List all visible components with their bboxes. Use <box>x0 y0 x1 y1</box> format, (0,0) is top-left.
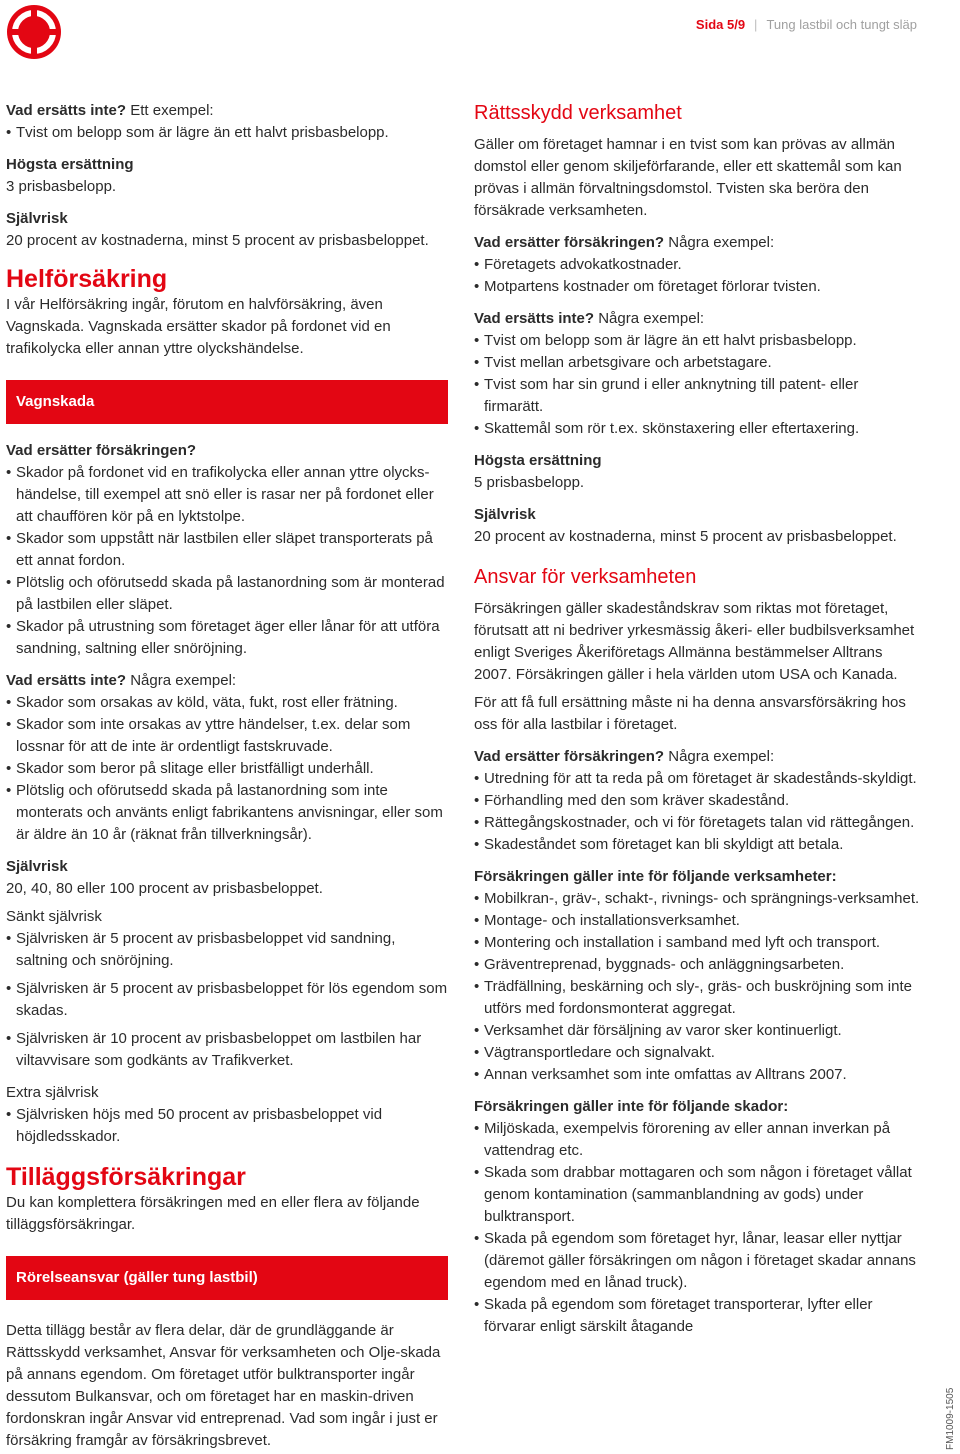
extra-deductible-list <box>6 1104 448 1148</box>
list-item: • Skada på egendom som företaget transporterar, lyfter eller förvarar enligt särskilt åtagande <box>474 1294 920 1338</box>
list-item: • Mobilkran-, gräv-, schakt-, rivnings- och sprängnings-verksamhet. <box>474 888 920 910</box>
list-item: • Rättegångskostnader, och vi för företagets talan vid rättegången. <box>474 812 920 834</box>
list-item: • Skada som drabbar mottagaren och som någon i företaget vållat genom kontamination (sammanblandning av gods) under bulktransport. <box>474 1162 920 1228</box>
document-code <box>944 1380 958 1450</box>
ansvar-text-2: För att få full ersättning måste ni ha denna ansvarsförsäkring hos oss för alla lastbilar i företaget. <box>474 694 906 733</box>
left-column <box>6 100 448 1452</box>
rattsskydd-not-covered-list <box>474 330 920 440</box>
list-item: • Skadeståndet som företaget kan bli skyldigt att betala. <box>474 834 920 856</box>
list-item: • Självrisken är 5 procent av prisbasbeloppet vid sandning, saltning och snöröjning. <box>6 928 448 972</box>
list-item: • Plötslig och oförutsedd skada på lastanordning som är monterad på lastbilen eller släpet. <box>6 572 448 616</box>
list-item: • Skador som inte orsakas av yttre händelser, t.ex. delar som lossnar för att de inte är ordentligt fastskruvade. <box>6 714 448 758</box>
rattsskydd-deductible-label: Självrisk <box>474 506 536 523</box>
list-item: • Annan verksamhet som inte omfattas av Alltrans 2007. <box>474 1064 920 1086</box>
ansvar-covered-list <box>474 768 920 856</box>
rattsskydd-max-label: Högsta ersättning <box>474 452 602 469</box>
list-item: • Skador som orsakas av köld, väta, fukt, rost eller frätning. <box>6 692 448 714</box>
deductible-label: Självrisk <box>6 210 68 227</box>
rorelseansvar-bar: Rörelseansvar (gäller tung lastbil) <box>6 1256 448 1300</box>
list-item: • Självrisken är 5 procent av prisbasbeloppet för lös egendom som skadas. <box>6 978 448 1022</box>
list-item: • Självrisken höjs med 50 procent av prisbasbeloppet vid höjdledsskador. <box>6 1104 448 1148</box>
vagnskada-deductible-label: Självrisk <box>6 858 68 875</box>
excluded-damages-list <box>474 1118 920 1338</box>
rattsskydd-title: Rättsskydd verksamhet <box>474 102 682 124</box>
lifebuoy-logo <box>6 4 62 60</box>
list-item: • Miljöskada, exempelvis förorening av eller annan inverkan på vattendrag etc. <box>474 1118 920 1162</box>
list-item: • Montering och installation i samband med lyft och transport. <box>474 932 920 954</box>
list-item: • Gräventreprenad, byggnads- och anläggningsarbeten. <box>474 954 920 976</box>
not-covered-list <box>6 122 448 144</box>
vagnskada-not-covered-list <box>6 692 448 846</box>
vagnskada-covered-list <box>6 462 448 660</box>
page-header <box>696 17 917 32</box>
lifebuoy-icon <box>6 4 62 60</box>
header-subtitle: Tung lastbil och tungt släp <box>766 17 917 32</box>
rattsskydd-covered-list <box>474 254 920 298</box>
vagnskada-deductible-value: 20, 40, 80 eller 100 procent av prisbasbeloppet. <box>6 880 323 897</box>
rattsskydd-not-covered-heading: Vad ersätts inte? Några exempel: <box>474 310 705 327</box>
reduced-deductible-label: Sänkt självrisk <box>6 908 102 925</box>
excluded-activities-list <box>474 888 920 1086</box>
tillagg-text: Du kan komplettera försäkringen med en eller flera av följande tilläggsförsäkringar. <box>6 1194 420 1233</box>
list-item: • Trädfällning, beskärning och sly-, gräs- och buskröjning som inte utförs med fordonsmonterat aggregat. <box>474 976 920 1020</box>
list-item: • Motpartens kostnader om företaget förlorar tvisten. <box>474 276 920 298</box>
vagnskada-bar: Vagnskada <box>6 380 448 424</box>
list-item: • Skador som uppstått när lastbilen eller släpet transporterats på ett annat fordon. <box>6 528 448 572</box>
header-separator: | <box>754 17 758 32</box>
max-compensation-label: Högsta ersättning <box>6 156 134 173</box>
list-item: • Självrisken är 10 procent av prisbasbeloppet om lastbilen har viltavvisare som godkänts av Trafikverket. <box>6 1028 448 1072</box>
list-item: • Utredning för att ta reda på om företaget är skadestånds-skyldigt. <box>474 768 920 790</box>
rattsskydd-max-value: 5 prisbasbelopp. <box>474 474 585 491</box>
extra-deductible-label: Extra självrisk <box>6 1084 99 1101</box>
ansvar-covered-heading: Vad ersätter försäkringen? Några exempel: <box>474 748 775 765</box>
ansvar-title: Ansvar för verksamheten <box>474 566 697 588</box>
list-item: • Företagets advokatkostnader. <box>474 254 920 276</box>
list-item: • Tvist om belopp som är lägre än ett halvt prisbasbelopp. <box>6 122 448 144</box>
vagnskada-not-covered-heading: Vad ersätts inte? Några exempel: <box>6 672 237 689</box>
list-item: • Förhandling med den som kräver skadestånd. <box>474 790 920 812</box>
helforsakring-text: I vår Helförsäkring ingår, förutom en halvförsäkring, även Vagnskada. Vagnskada ersätter skador på fordonet vid en trafikolycka eller annan yttre olyckshändelse. <box>6 296 391 357</box>
list-item: • Montage- och installationsverksamhet. <box>474 910 920 932</box>
document-code-text: FM1009-1505 <box>945 1387 956 1450</box>
rattsskydd-covered-heading: Vad ersätter försäkringen? Några exempel: <box>474 234 775 251</box>
list-item: • Vägtransportledare och signalvakt. <box>474 1042 920 1064</box>
ansvar-text-1: Försäkringen gäller skadeståndskrav som riktas mot företaget, förutsatt att ni bedriver yrkesmässig åkeri- eller budbilsverksamhet enligt Sveriges Åkeriföretags Allmänna bestämmelser Alltrans 2007. Försäkringen gäller i hela världen utom USA och Kanada. <box>474 600 915 683</box>
list-item: • Skador på fordonet vid en trafikolycka eller annan yttre olycks-händelse, till exempel att snö eller is rasar ner på fordonet eller att chauffören kör på en lyktstolpe. <box>6 462 448 528</box>
list-item: • Verksamhet där försäljning av varor sker kontinuerligt. <box>474 1020 920 1042</box>
excluded-damages-label: Försäkringen gäller inte för följande skador: <box>474 1098 789 1115</box>
vagnskada-covered-label: Vad ersätter försäkringen? <box>6 442 197 459</box>
max-compensation-value: 3 prisbasbelopp. <box>6 178 117 195</box>
list-item: • Skattemål som rör t.ex. skönstaxering eller eftertaxering. <box>474 418 920 440</box>
list-item: • Tvist mellan arbetsgivare och arbetstagare. <box>474 352 920 374</box>
reduced-deductible-list <box>6 928 448 1072</box>
list-item: • Skador som beror på slitage eller bristfälligt underhåll. <box>6 758 448 780</box>
list-item: • Tvist som har sin grund i eller anknytning till patent- eller firmarätt. <box>474 374 920 418</box>
rattsskydd-deductible-value: 20 procent av kostnaderna, minst 5 procent av prisbasbeloppet. <box>474 528 897 545</box>
not-covered-heading: Vad ersätts inte? Ett exempel: <box>6 102 214 119</box>
rorelseansvar-text: Detta tillägg består av flera delar, där de grundläggande är Rättsskydd verksamhet, Ansvar för verksamheten och Olje-skada på annans egendom. Om företaget utför bulktransporter ingår dessutom Bulkansvar, och om företaget har en maskin-driven fordonskran ingår Ansvar vid entreprenad. Vad som ingår i just er försäkring framgår av försäkringsbrevet. <box>6 1322 441 1449</box>
list-item: • Skada på egendom som företaget hyr, lånar, leasar eller nyttjar (däremot gäller försäkringen om någon i företaget skadar annans egendom med en lånad truck). <box>474 1228 920 1294</box>
excluded-activities-label: Försäkringen gäller inte för följande verksamheter: <box>474 868 837 885</box>
list-item: • Plötslig och oförutsedd skada på lastanordning som inte monterats och använts enligt fabrikantens anvisningar, eller som är äldre än 10 år (räknat från tillverkningsår). <box>6 780 448 846</box>
list-item: • Tvist om belopp som är lägre än ett halvt prisbasbelopp. <box>474 330 920 352</box>
tillagg-title: Tilläggsförsäkringar <box>6 1163 246 1191</box>
list-item: • Skador på utrustning som företaget äger eller lånar för att utföra sandning, saltning eller snöröjning. <box>6 616 448 660</box>
rattsskydd-text: Gäller om företaget hamnar i en tvist som kan prövas av allmän domstol eller genom skiljeförfarande, eller ett skattemål som kan prövas i allmän förvaltningsdomstol. Tvisten ska beröra den försäkrade verksamheten. <box>474 136 902 219</box>
deductible-value: 20 procent av kostnaderna, minst 5 procent av prisbasbeloppet. <box>6 232 429 249</box>
page-number: Sida 5/9 <box>695 17 746 32</box>
right-column <box>474 100 920 1338</box>
helforsakring-title: Helförsäkring <box>6 265 168 293</box>
